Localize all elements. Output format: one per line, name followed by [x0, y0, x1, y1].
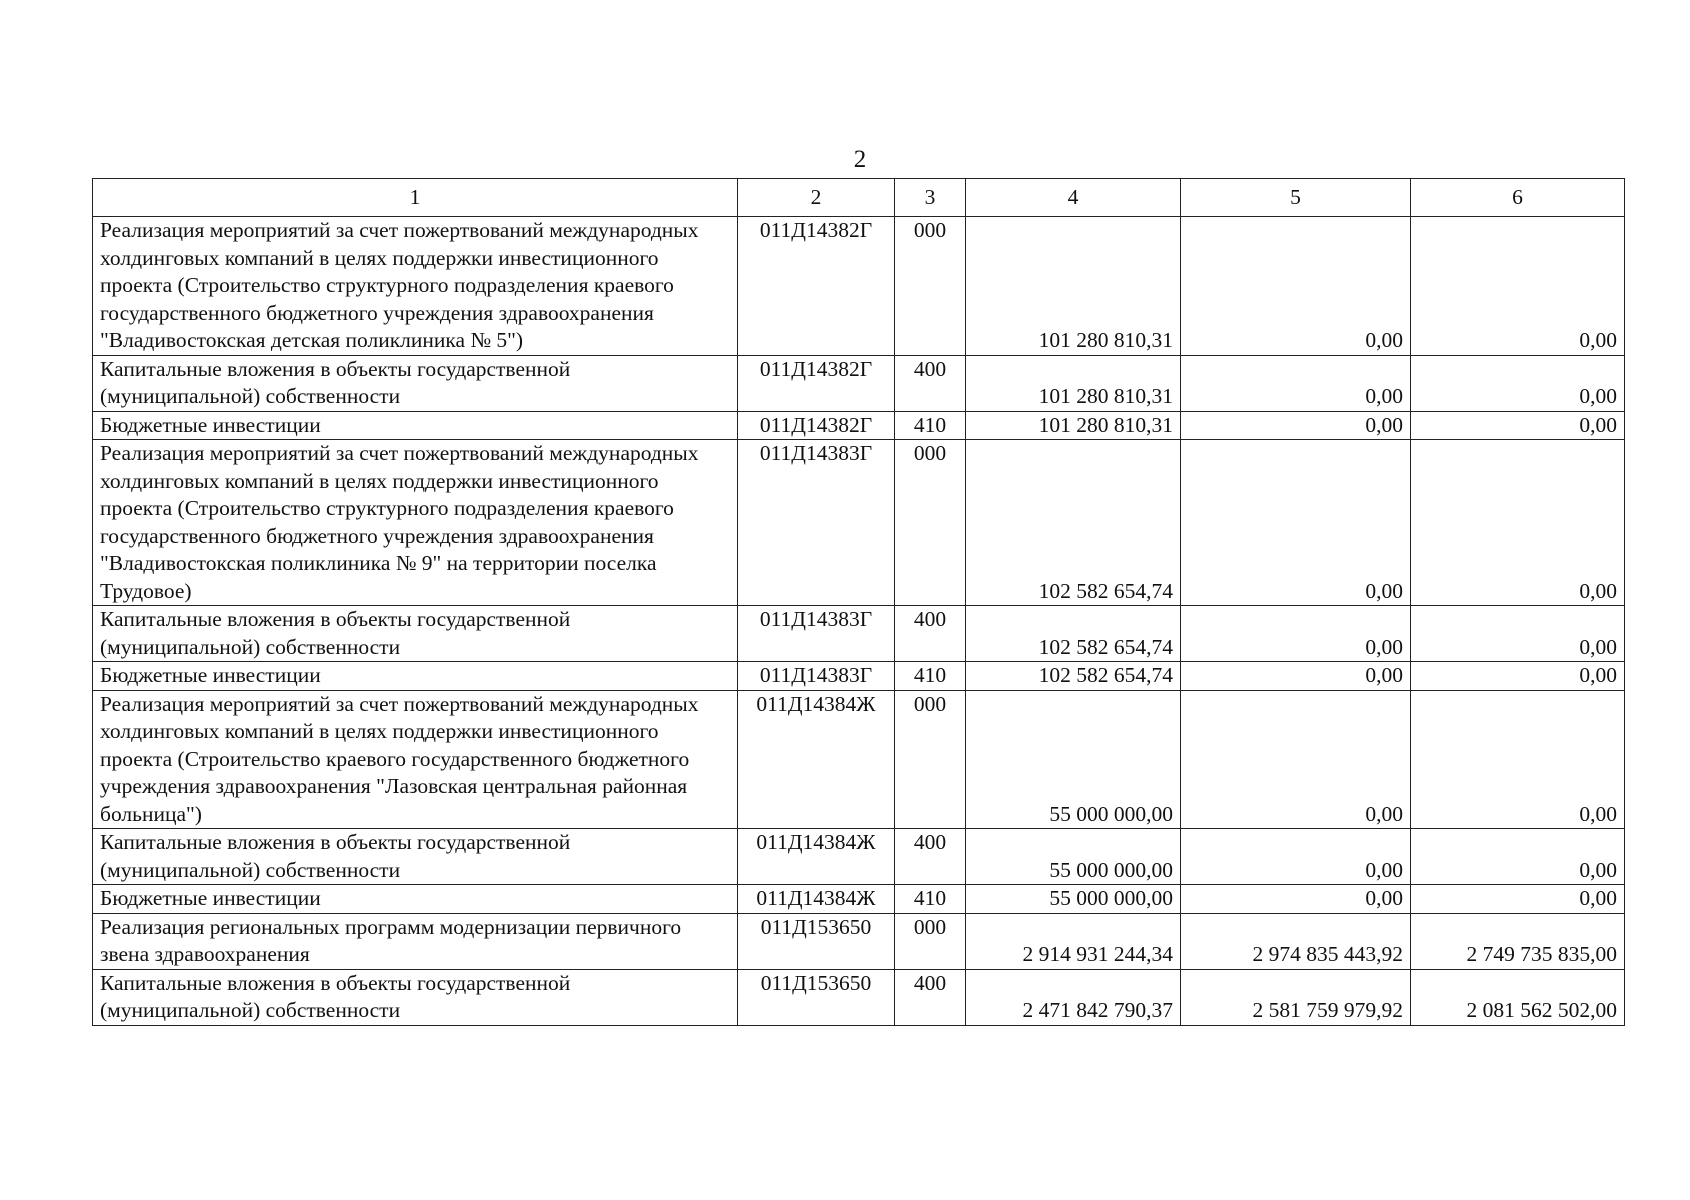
row-type: 410: [895, 885, 966, 914]
row-value-6: 0,00: [1411, 829, 1625, 885]
row-name: Реализация региональных программ модернизации первичного звена здравоохранения: [93, 913, 738, 969]
row-name: Капитальные вложения в объекты государственной (муниципальной) собственности: [93, 969, 738, 1025]
row-value-6: 0,00: [1411, 440, 1625, 606]
table-row: [93, 440, 1625, 606]
row-name: Бюджетные инвестиции: [93, 411, 738, 440]
row-code: 011Д153650: [738, 969, 895, 1025]
row-type: 000: [895, 690, 966, 829]
row-code: 011Д14384Ж: [738, 829, 895, 885]
row-value-4: 102 582 654,74: [966, 606, 1181, 662]
row-code: 011Д14383Г: [738, 662, 895, 691]
table-row: [93, 411, 1625, 440]
row-type: 400: [895, 969, 966, 1025]
row-value-4: 101 280 810,31: [966, 355, 1181, 411]
row-name: Бюджетные инвестиции: [93, 662, 738, 691]
row-value-5: 0,00: [1181, 829, 1411, 885]
row-code: 011Д153650: [738, 913, 895, 969]
row-type: 400: [895, 829, 966, 885]
row-type: 410: [895, 411, 966, 440]
row-value-4: 2 914 931 244,34: [966, 913, 1181, 969]
row-value-4: 55 000 000,00: [966, 690, 1181, 829]
row-code: 011Д14382Г: [738, 355, 895, 411]
row-name: Капитальные вложения в объекты государственной (муниципальной) собственности: [93, 606, 738, 662]
table-row: [93, 969, 1625, 1025]
row-value-6: 0,00: [1411, 690, 1625, 829]
row-value-6: 0,00: [1411, 606, 1625, 662]
row-value-5: 0,00: [1181, 885, 1411, 914]
table-row: [93, 885, 1625, 914]
table-row: [93, 690, 1625, 829]
row-value-4: 101 280 810,31: [966, 411, 1181, 440]
column-header-3: 3: [895, 179, 966, 217]
page-number: 2: [853, 146, 867, 173]
column-header-2: 2: [738, 179, 895, 217]
table-row: [93, 606, 1625, 662]
row-value-5: 0,00: [1181, 217, 1411, 356]
row-value-6: 2 081 562 502,00: [1411, 969, 1625, 1025]
row-value-4: 102 582 654,74: [966, 662, 1181, 691]
row-name: Капитальные вложения в объекты государственной (муниципальной) собственности: [93, 829, 738, 885]
row-type: 400: [895, 606, 966, 662]
row-code: 011Д14384Ж: [738, 885, 895, 914]
row-value-5: 2 974 835 443,92: [1181, 913, 1411, 969]
row-type: 400: [895, 355, 966, 411]
column-header-4: 4: [966, 179, 1181, 217]
table-row: [93, 355, 1625, 411]
row-value-5: 0,00: [1181, 440, 1411, 606]
row-value-5: 0,00: [1181, 662, 1411, 691]
table-row: [93, 662, 1625, 691]
budget-table: [92, 178, 1625, 1026]
table-row: [93, 217, 1625, 356]
row-type: 000: [895, 913, 966, 969]
row-value-6: 0,00: [1411, 411, 1625, 440]
row-type: 000: [895, 440, 966, 606]
row-type: 410: [895, 662, 966, 691]
row-type: 000: [895, 217, 966, 356]
row-name: Капитальные вложения в объекты государственной (муниципальной) собственности: [93, 355, 738, 411]
row-value-5: 2 581 759 979,92: [1181, 969, 1411, 1025]
row-name: Реализация мероприятий за счет пожертвований международных холдинговых компаний в целях поддержки инвестиционного проекта (Строительство структурного подразделения краевого государственного бюджетного учреждения здравоохранения "Владивостокская поликлиника № 9" на территории поселка Трудовое): [93, 440, 738, 606]
row-value-4: 102 582 654,74: [966, 440, 1181, 606]
row-code: 011Д14383Г: [738, 606, 895, 662]
row-value-6: 0,00: [1411, 217, 1625, 356]
row-value-6: 2 749 735 835,00: [1411, 913, 1625, 969]
row-value-4: 101 280 810,31: [966, 217, 1181, 356]
column-header-1: 1: [93, 179, 738, 217]
row-value-6: 0,00: [1411, 662, 1625, 691]
row-value-6: 0,00: [1411, 885, 1625, 914]
row-code: 011Д14383Г: [738, 440, 895, 606]
row-value-5: 0,00: [1181, 690, 1411, 829]
column-header-6: 6: [1411, 179, 1625, 217]
column-header-5: 5: [1181, 179, 1411, 217]
row-code: 011Д14382Г: [738, 411, 895, 440]
row-name: Бюджетные инвестиции: [93, 885, 738, 914]
row-name: Реализация мероприятий за счет пожертвований международных холдинговых компаний в целях поддержки инвестиционного проекта (Строительство краевого государственного бюджетного учреждения здравоохранения "Лазовская центральная районная больница"): [93, 690, 738, 829]
header-row: [93, 179, 1625, 217]
row-value-4: 55 000 000,00: [966, 829, 1181, 885]
row-value-5: 0,00: [1181, 606, 1411, 662]
row-value-4: 55 000 000,00: [966, 885, 1181, 914]
table-row: [93, 829, 1625, 885]
row-name: Реализация мероприятий за счет пожертвований международных холдинговых компаний в целях поддержки инвестиционного проекта (Строительство структурного подразделения краевого государственного бюджетного учреждения здравоохранения "Владивостокская детская поликлиника № 5"): [93, 217, 738, 356]
table-row: [93, 913, 1625, 969]
row-value-5: 0,00: [1181, 411, 1411, 440]
row-value-4: 2 471 842 790,37: [966, 969, 1181, 1025]
row-value-5: 0,00: [1181, 355, 1411, 411]
row-value-6: 0,00: [1411, 355, 1625, 411]
row-code: 011Д14382Г: [738, 217, 895, 356]
row-code: 011Д14384Ж: [738, 690, 895, 829]
